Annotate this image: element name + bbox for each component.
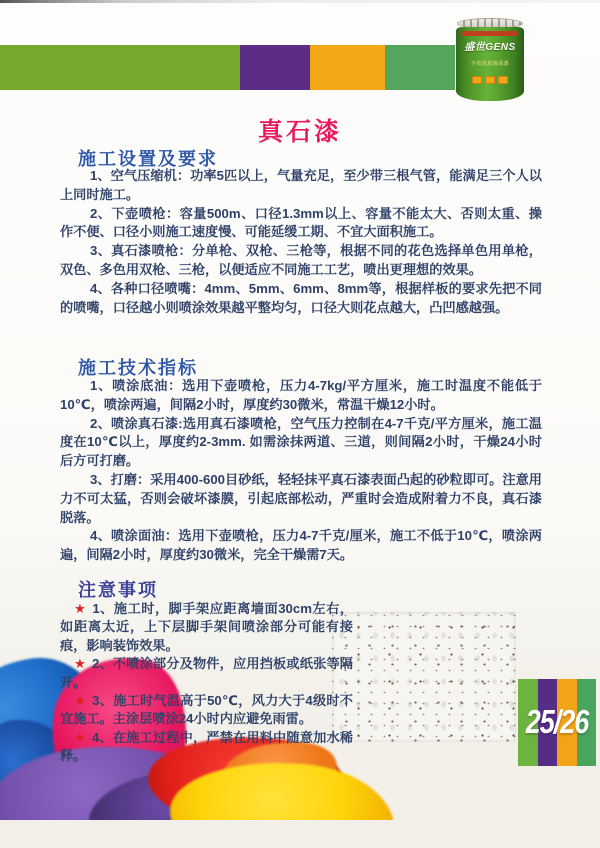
color-bar-green2 [385,45,455,90]
star-icon: ★ [74,656,86,672]
paragraph: 1、喷涂底油：选用下壶喷枪，压力4-7kg/平方厘米，施工时温度不能低于10℃，喷涂两遍，间隔2小时，厚度约30微米，常温干燥12小时。 [60,378,542,412]
scan-edge-artifact [0,0,600,3]
note-text: 2、不喷涂部分及物件，应用挡板或纸张等隔开。 [60,656,353,690]
paint-bucket-image [456,18,524,104]
paragraph: 4、各种口径喷嘴：4mm、5mm、6mm、8mm等，根据样板的要求先把不同的喷嘴，口径越小则喷涂效果越平整均匀，口径大则花点越大，凸凹感越强。 [60,280,542,315]
section-body-technical-specs [60,377,542,565]
stone-paint-texture-sample [332,612,516,742]
section-body-precautions [60,600,353,766]
paragraph: 3、打磨：采用400-600目砂纸，轻轻抹平真石漆表面凸起的砂粒即可。注意用力不可太猛，否则会破坏漆膜，引起底部松动，严重时会造成附着力不良，真石漆脱落。 [60,471,542,525]
color-bar-purple [240,45,310,90]
bucket-color-chips [456,76,524,84]
note-text: 1、施工时，脚手架应距离墙面30cm左右，如距离太近，上下层脚手架间喷涂部分可能有接痕，影响装饰效果。 [60,601,354,653]
note-text: 3、施工时气温高于50℃，风力大于4级时不宜施工。主涂层喷涂24小时内应避免雨雷。 [60,693,353,727]
page-title: 真石漆 [257,118,342,146]
paragraph: 1、空气压缩机：功率5匹以上，气量充足，至少带三根气管，能满足三个人以上同时施工。 [60,168,542,202]
color-bar-orange [310,45,385,90]
paragraph: 4、喷涂面油：选用下壶喷枪，压力4-7千克/厘米，施工不低于10℃，喷涂两遍，间隔2小时，厚度约30微米，完全干燥需7天。 [60,528,542,563]
page-number: 25/26 [525,703,589,741]
note-item [60,655,353,692]
bucket-body [456,27,524,101]
star-icon: ★ [74,729,86,745]
section-body-setup-requirements [60,167,542,317]
section-heading-precautions: 注意事项 [78,580,158,600]
note-text: 4、在施工过程中，严禁在用料中随意加水稀释。 [60,729,353,764]
star-icon: ★ [74,601,87,616]
paragraph: 2、喷涂真石漆:选用真石漆喷枪，空气压力控制在4-7千克/平方厘米，施工温度在10℃以上，厚度约2-3mm. 如需涂抹两道、三道，则间隔2小时，干燥24小时后方可打磨。 [60,415,542,469]
bucket-label-stripe [462,31,518,36]
top-color-bar [0,45,455,90]
page-number-block [518,679,596,766]
paragraph: 2、下壶喷枪：容量500m、口径1.3mm以上、容量不能太大、否则太重、操作不便、口径小则施工速度慢、可能延缓工期、不宜大面积施工。 [60,205,542,240]
section-heading-setup-requirements: 施工设置及要求 [78,149,218,169]
color-bar-green [0,45,240,90]
note-item [60,692,353,729]
section-heading-technical-specs: 施工技术指标 [78,358,198,378]
note-item [60,729,353,766]
bucket-subtitle-label: 全效优质墙面漆 [470,61,510,67]
paragraph: 3、真石漆喷枪：分单枪、双枪、三枪等，根据不同的花色选择单色用单枪，双色、多色用双枪、三枪，以便适应不同施工工艺，喷出更理想的效果。 [60,243,542,277]
bucket-brand-label: 盛世GENS [464,42,516,53]
star-icon: ★ [74,693,87,709]
note-item [60,600,353,655]
